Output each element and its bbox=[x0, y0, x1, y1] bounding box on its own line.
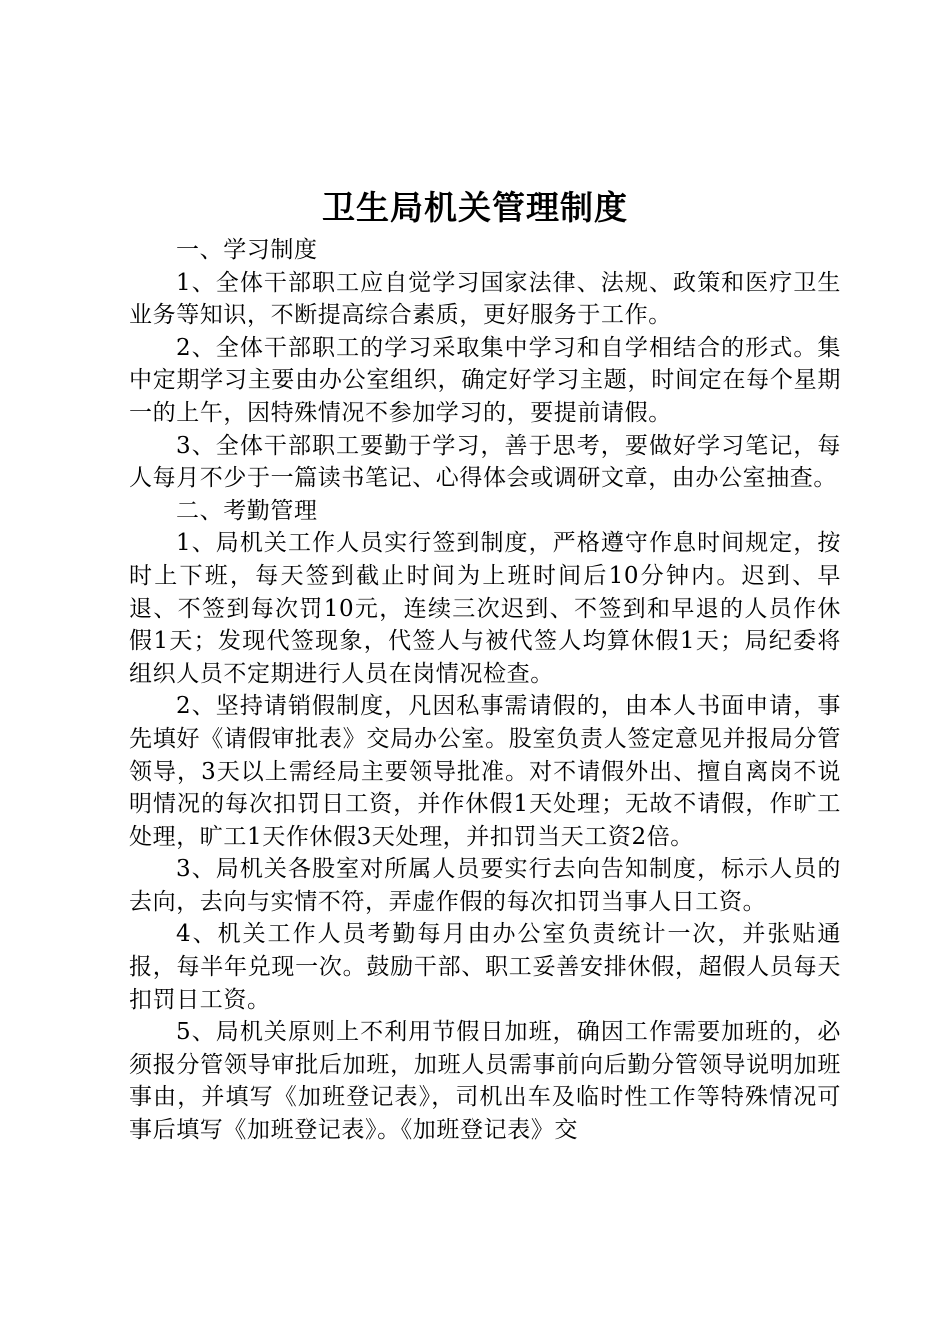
paragraph: 2、坚持请销假制度，凡因私事需请假的，由本人书面申请，事先填好《请假审批表》交局办公室。股室负责人签定意见并报局分管领导，3天以上需经局主要领导批准。对不请假外出、擅自离岗不说明情况的每次扣罚日工资，并作休假1天处理；无故不请假，作旷工处理，旷工1天作休假3天处理，并扣罚当天工资2倍。 bbox=[129, 693, 841, 850]
paragraph: 1、局机关工作人员实行签到制度，严格遵守作息时间规定，按时上下班，每天签到截止时间为上班时间后10分钟内。迟到、早退、不签到每次罚10元，连续三次迟到、不签到和早退的人员作休假1天；发现代签现象，代签人与被代签人均算休假1天；局纪委将组织人员不定期进行人员在岗情况检查。 bbox=[129, 530, 841, 687]
document-body bbox=[129, 234, 841, 1147]
paragraph: 1、全体干部职工应自觉学习国家法律、法规、政策和医疗卫生业务等知识，不断提高综合素质，更好服务于工作。 bbox=[129, 269, 841, 329]
paragraph: 2、全体干部职工的学习采取集中学习和自学相结合的形式。集中定期学习主要由办公室组织，确定好学习主题，时间定在每个星期一的上午，因特殊情况不参加学习的，要提前请假。 bbox=[129, 334, 841, 426]
paragraph: 4、机关工作人员考勤每月由办公室负责统计一次，并张贴通报，每半年兑现一次。鼓励干部、职工妥善安排休假，超假人员每天扣罚日工资。 bbox=[129, 921, 841, 1013]
paragraph: 5、局机关原则上不利用节假日加班，确因工作需要加班的，必须报分管领导审批后加班，加班人员需事前向后勤分管领导说明加班事由，并填写《加班登记表》，司机出车及临时性工作等特殊情况可事后填写《加班登记表》。《加班登记表》交 bbox=[129, 1019, 841, 1144]
paragraph: 3、局机关各股室对所属人员要实行去向告知制度，标示人员的去向，去向与实情不符，弄虚作假的每次扣罚当事人日工资。 bbox=[129, 856, 841, 915]
section-heading-attendance: 二、考勤管理 bbox=[176, 497, 318, 524]
paragraph: 3、全体干部职工要勤于学习，善于思考，要做好学习笔记，每人每月不少于一篇读书笔记、心得体会或调研文章，由办公室抽查。 bbox=[129, 432, 841, 492]
page-title: 卫生局机关管理制度 bbox=[322, 188, 628, 227]
section-heading-study: 一、学习制度 bbox=[176, 237, 318, 263]
